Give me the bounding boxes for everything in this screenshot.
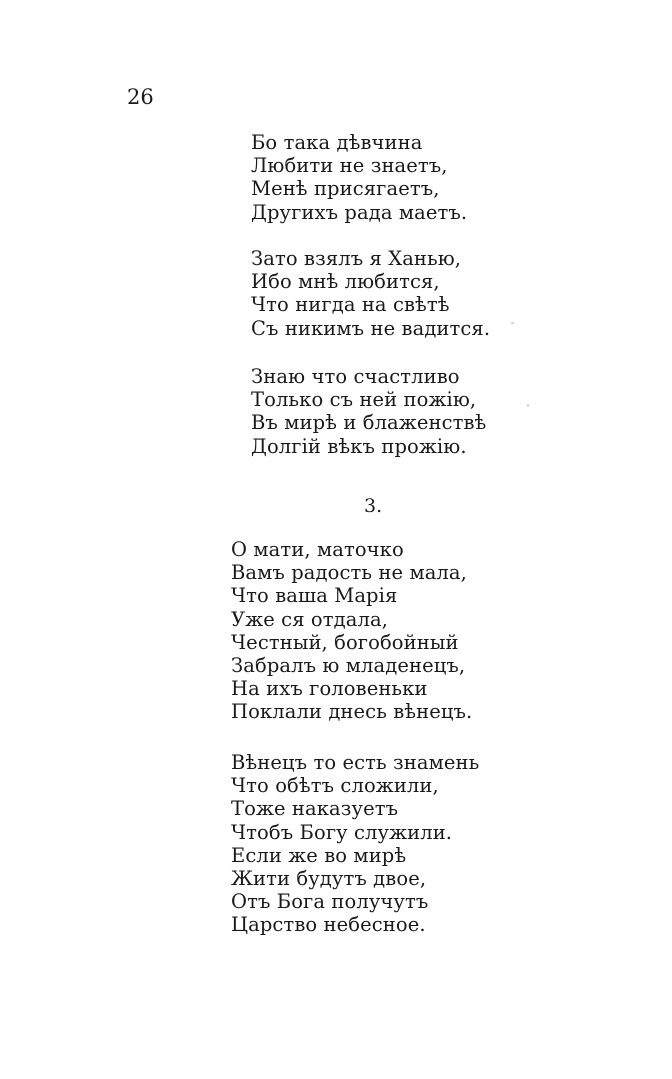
verse-line: Поклали днесь вѣнецъ. <box>231 700 473 724</box>
verse-line: Въ мирѣ и блаженствѣ <box>251 411 487 435</box>
stanza-1 <box>251 131 467 224</box>
verse-line: На ихъ головеньки <box>231 677 428 701</box>
verse-line: О мати, маточко <box>231 538 404 561</box>
stanza-5 <box>231 751 479 937</box>
verse-line: Отъ Бога получутъ <box>231 890 429 914</box>
section-number: 3. <box>364 495 383 517</box>
verse-line: Знаю что счастливо <box>251 365 460 388</box>
paper-speck <box>511 322 514 324</box>
verse-line: Бо така дѣвчина <box>251 131 423 154</box>
verse-line: Что нигда на свѣтѣ <box>251 293 450 317</box>
verse-line: Что ваша Марія <box>231 584 398 608</box>
verse-line: Если же во мирѣ <box>231 843 407 867</box>
stanza-2 <box>251 247 490 340</box>
verse-line: Что обѣтъ сложили, <box>231 774 439 798</box>
verse-line: Царство небесное. <box>231 913 426 937</box>
verse-line: Вѣнецъ то есть знамень <box>231 751 480 774</box>
stanza-4 <box>231 538 472 724</box>
verse-line: Жити будутъ двое, <box>231 867 427 891</box>
verse-line: Только съ ней пожію, <box>251 388 477 412</box>
verse-line: Менѣ присягаетъ, <box>251 177 440 201</box>
verse-line: Тоже наказуетъ <box>231 797 399 821</box>
verse-line: Уже ся отдала, <box>231 607 388 631</box>
stanza-3 <box>251 365 486 458</box>
verse-line: Зато взялъ я Ханью, <box>251 247 462 270</box>
verse-line: Забралъ ю младенецъ, <box>231 654 466 678</box>
page-number: 26 <box>127 85 154 109</box>
verse-line: Чтобъ Богу служили. <box>231 820 453 844</box>
paper-speck <box>527 404 529 407</box>
verse-line: Съ никимъ не вадится. <box>251 316 491 340</box>
verse-line: Вамъ радость не мала, <box>231 561 467 585</box>
verse-line: Долгій вѣкъ прожію. <box>251 434 467 458</box>
verse-line: Любити не знаетъ, <box>251 154 448 178</box>
verse-line: Ибо мнѣ любится, <box>251 270 440 294</box>
verse-line: Честный, богобойный <box>231 630 459 654</box>
verse-line: Другихъ рада маетъ. <box>251 200 468 224</box>
